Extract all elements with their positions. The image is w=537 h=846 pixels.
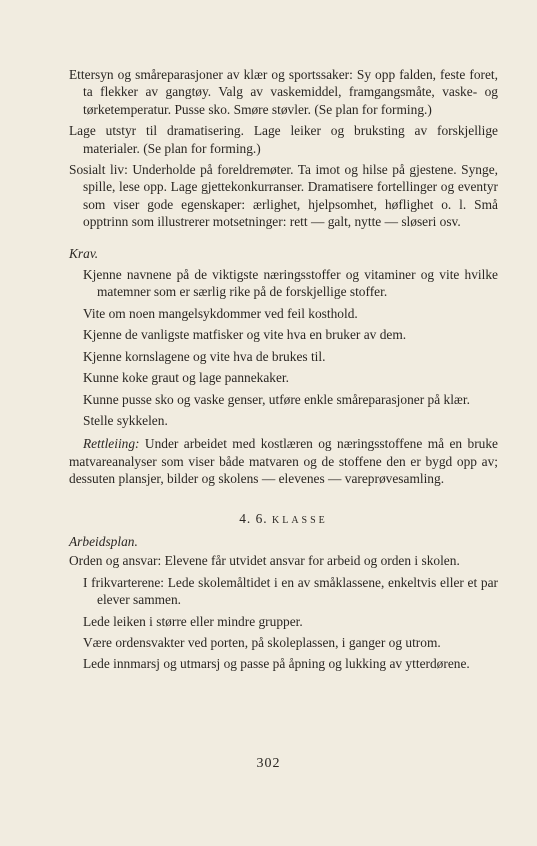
paragraph-orden: Orden og ansvar: Elevene får utvidet ansvar for arbeid og orden i skolen. — [69, 553, 460, 569]
section-title: KLASSE — [272, 514, 328, 526]
krav-item: Kjenne navnene på de viktigste næringsstoffer og vitaminer og vite hvilke matemner som er særlig rike på de forskjellige stoffer. — [83, 267, 498, 300]
rettleiing-text: Under arbeidet med kostlæren og næringsstoffene må en bruke matvareanalyser som viser både matvaren og de stoffene den er bygd opp av; dessuten plansjer, bilder og skolens — elevenes — vareprøvesamling. — [69, 436, 498, 487]
rettleiing-paragraph — [69, 435, 498, 487]
list-item: Lede leiken i større eller mindre grupper. — [83, 613, 303, 629]
krav-item: Kunne pusse sko og vaske genser, utføre enkle småreparasjoner på klær. — [83, 391, 470, 407]
krav-item: Vite om noen mangelsykdommer ved feil kosthold. — [83, 305, 358, 321]
paragraph-utstyr: Lage utstyr til dramatisering. Lage leiker og bruksting av forskjellige materialer. (Se plan for forming.) — [69, 123, 498, 156]
section-number: 4. 6. — [239, 510, 268, 526]
krav-item: Kunne koke graut og lage pannekaker. — [83, 370, 289, 386]
paragraph-frikvarter: I frikvarterene: Lede skolemåltidet i en av småklassene, enkeltvis eller et par elever sammen. — [83, 574, 498, 608]
page-number: 302 — [256, 756, 281, 771]
list-item: Være ordensvakter ved porten, på skoleplassen, i ganger og utrom. — [83, 634, 441, 650]
paragraph-ettersyn: Ettersyn og småreparasjoner av klær og sportssaker: Sy opp falden, feste foret, ta flekker av gangtøy. Valg av vaskemiddel, framgangsmåte, vaske- og tørketemperatur. Pusse sko. Smøre støvler. (Se plan for forming.) — [69, 67, 498, 117]
page-content — [69, 66, 498, 677]
rettleiing-label: Rettleiing: — [83, 436, 140, 452]
arbeidsplan-label: Arbeidsplan. — [69, 533, 138, 549]
section-heading — [69, 510, 498, 529]
krav-heading: Krav. — [69, 245, 99, 261]
paragraph-sosialt-liv: Sosialt liv: Underholde på foreldremøter. Ta imot og hilse på gjestene. Synge, spille, lese opp. Lage gjettekonkurranser. Dramatisere fortellinger og eventyr som viser gode egenskaper: ærlighet, hjelpsomhet, høflighet o. l. Små opptrinn som illustrerer motsetninger: rett — galt, nytte — sløseri osv. — [69, 162, 498, 230]
krav-item: Stelle sykkelen. — [83, 412, 168, 428]
list-item: Lede innmarsj og utmarsj og passe på åpning og lukking av ytterdørene. — [83, 656, 470, 672]
krav-item: Kjenne de vanligste matfisker og vite hva en bruker av dem. — [83, 327, 407, 343]
krav-item: Kjenne kornslagene og vite hva de brukes til. — [83, 348, 326, 364]
